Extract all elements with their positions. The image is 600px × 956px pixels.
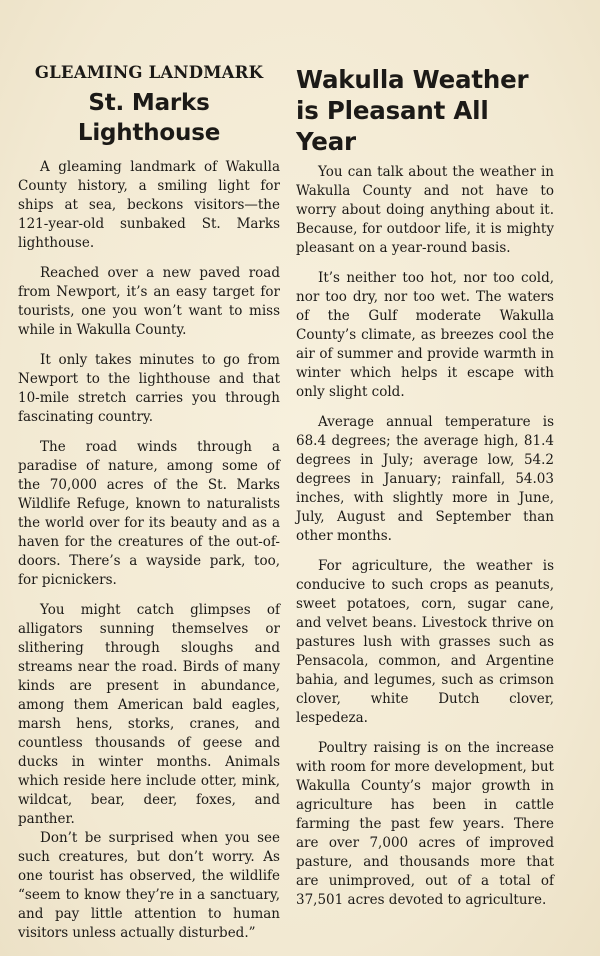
paragraph: The road winds through a paradise of nature, among some of the 70,000 acres of the St. Marks Wildlife Refuge, known to naturalists the world over for its beauty and as a haven for the creatures of the out-of-doors. There’s a wayside park, too, for picnickers. bbox=[18, 439, 280, 588]
lighthouse-article bbox=[18, 62, 280, 954]
paragraph: A gleaming landmark of Wakulla County history, a smiling light for ships at sea, beckons visitors—the 121-year-old sunbaked St. Marks lighthouse. bbox=[18, 159, 280, 251]
paragraph: It’s neither too hot, nor too cold, nor too dry, nor too wet. The waters of the Gulf moderate Wakulla County’s climate, as breezes cool the air of summer and provide warmth in winter which helps it escape with only slight cold. bbox=[296, 270, 554, 400]
article-kicker: GLEAMING LANDMARK bbox=[34, 63, 264, 82]
paragraph: Average annual temperature is 68.4 degrees; the average high, 81.4 degrees in July; average low, 54.2 degrees in January; rainfall, 54.03 inches, with slightly more in June, July, August and September than other months. bbox=[296, 414, 554, 544]
article-body bbox=[296, 163, 554, 910]
paragraph: You can talk about the weather in Wakulla County and not have to worry about doing anything about it. Because, for outdoor life, it is mighty pleasant on a year-round basis. bbox=[296, 164, 554, 256]
paragraph: Reached over a new paved road from Newport, it’s an easy target for tourists, one you won’t want to miss while in Wakulla County. bbox=[18, 265, 280, 338]
article-headline: Wakulla Weather is Pleasant All Year bbox=[296, 65, 529, 156]
paragraph: It only takes minutes to go from Newport to the lighthouse and that 10-mile stretch carries you through fascinating country. bbox=[18, 352, 280, 425]
paragraph: Poultry raising is on the increase with room for more development, but Wakulla County’s major growth in agriculture has been in cattle farming the past few years. There are over 7,000 acres of improved pasture, and thousands more that are unimproved, out of a total of 37,501 acres devoted to agriculture. bbox=[296, 740, 554, 908]
weather-article bbox=[296, 62, 554, 921]
paragraph: You might catch glimpses of alligators sunning themselves or slithering through sloughs and streams near the road. Birds of many kinds are present in abundance, among them American bald eagles, marsh hens, storks, cranes, and countless thousands of geese and ducks in winter months. Animals which reside here include otter, mink, wildcat, bear, deer, foxes, and panther. bbox=[18, 602, 280, 827]
article-body bbox=[18, 158, 280, 943]
paragraph: Don’t be surprised when you see such creatures, but don’t worry. As one tourist has observed, the wildlife “seem to know they’re in a sanctuary, and pay little attention to human visitors unless actually disturbed.” bbox=[18, 830, 280, 941]
paragraph: For agriculture, the weather is conducive to such crops as peanuts, sweet potatoes, corn, sugar cane, and velvet beans. Livestock thrive on pastures lush with grasses such as Pensacola, common, and Argentine bahia, and legumes, such as crimson clover, white Dutch clover, lespedeza. bbox=[296, 558, 554, 726]
article-headline: St. Marks Lighthouse bbox=[77, 90, 221, 146]
